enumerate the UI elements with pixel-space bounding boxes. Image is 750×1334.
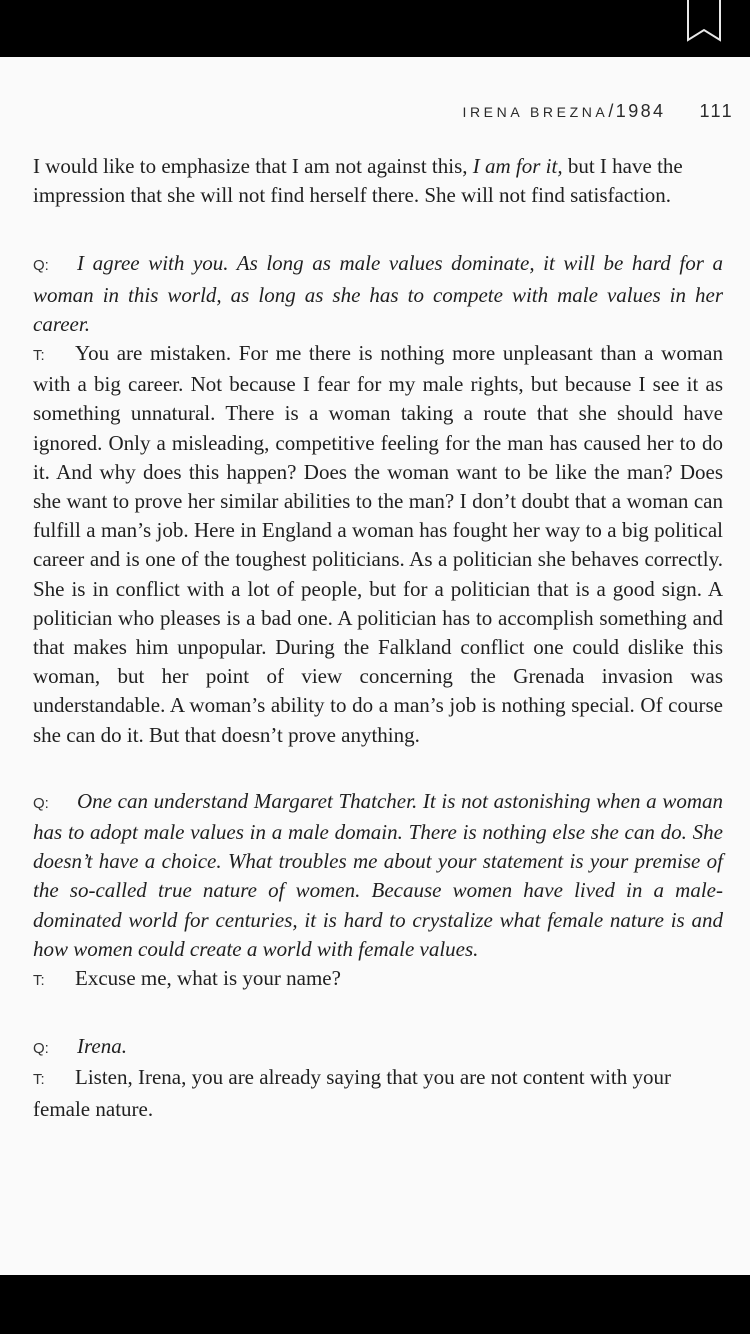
speaker-label-q: Q: [33,257,49,275]
speaker-label-q: Q: [33,1040,49,1058]
answer-paragraph: T: Excuse me, what is your name? [33,964,723,995]
bottom-bar [0,1275,750,1334]
question-paragraph: Q: I agree with you. As long as male values dominate, it will be hard for a woman in this world, as long as she has to compete with male values in her career. [33,251,723,336]
header-year: 1984 [615,101,666,121]
speaker-label-t: T: [33,347,45,365]
bookmark-icon[interactable] [686,0,722,42]
book-page [0,57,750,1275]
running-header [462,101,734,122]
speaker-label-t: T: [33,1071,45,1089]
running-head: IRENA BREZNA [462,104,609,120]
top-bar [0,0,750,57]
paragraph: I would like to emphasize that I am not against this, I am for it, but I have the impression that she will not find herself there. She will not find satisfaction. [33,154,683,208]
speaker-label-t: T: [33,972,45,990]
header-separator: / [608,101,616,121]
page-body [33,152,723,1124]
answer-paragraph: T: Listen, Irena, you are already saying that you are not content with your female nature. [33,1065,671,1121]
question-paragraph: Q: Irena. [33,1032,723,1063]
question-paragraph: Q: One can understand Margaret Thatcher. It is not astonishing when a woman has to adopt male values in a male domain. There is nothing else she can do. She doesn’t have a choice. What troubles me about your statement is your premise of the so-called true nature of women. Because women have lived in a male-dominated world for centuries, it is hard to crystalize what female nature is and how women could create a world with female values. [33,788,723,961]
answer-paragraph: T: You are mistaken. For me there is nothing more unpleasant than a woman with a big career. Not because I fear for my male rights, but because I see it as something unnatural. There is a woman taking a route that she should have ignored. Only a misleading, competitive feeling for the man has caused her to do it. And why does this happen? Does the woman want to be like the man? Does she want to prove her similar abilities to the man? I don’t doubt that a woman can fulfill a man’s job. Here in England a woman has fought her way to a big political career and is one of the toughest politicians. As a politician she behaves correctly. She is in conflict with a lot of people, but for a politician that is a good sign. A politician who pleases is a bad one. A politician has to accomplish something and that makes him unpopular. During the Falkland conflict one could dislike this woman, but her point of view concerning the Grenada invasion was understandable. A woman’s ability to do a man’s job is nothing special. Of course she can do it. But that doesn’t prove anything. [33,341,723,747]
page-number: 111 [699,101,734,121]
speaker-label-q: Q: [33,794,49,812]
